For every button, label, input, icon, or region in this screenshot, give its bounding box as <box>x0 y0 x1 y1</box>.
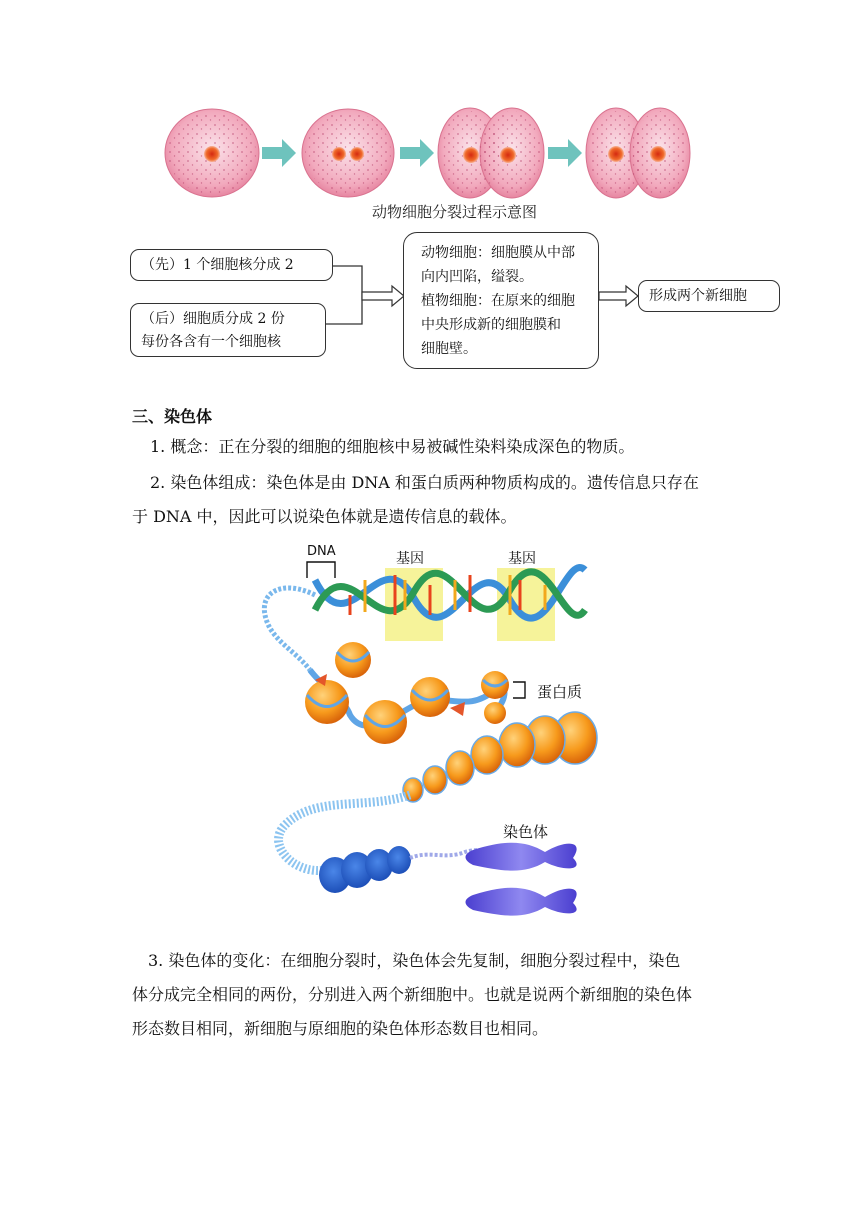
label-dna: DNA <box>307 544 336 559</box>
paragraph-composition <box>132 466 752 534</box>
cell-stage-3 <box>438 108 544 198</box>
label-protein: 蛋白质 <box>537 683 583 701</box>
arrow-icon <box>262 139 296 167</box>
section-heading: 三、染色体 <box>132 407 213 426</box>
flow-first-text: （先）1 个细胞核分成 2 <box>141 257 294 273</box>
coiled-fiber <box>279 712 597 871</box>
flow-second-line2: 每份各含有一个细胞核 <box>141 334 281 350</box>
flow-box-result <box>638 280 780 312</box>
cell-division-illustration <box>150 95 710 205</box>
arrow-icon <box>400 139 434 167</box>
chromosome-shapes <box>466 843 577 916</box>
flow-second-line1: （后）细胞质分成 2 份 <box>141 311 285 327</box>
flow-mid-line3: 植物细胞：在原来的细胞 <box>421 293 575 309</box>
cell-stage-2 <box>302 109 394 197</box>
changes-line2: 体分成完全相同的两份，分别进入两个新细胞中。也就是说两个新细胞的染色体 <box>132 985 693 1004</box>
changes-line3: 形态数目相同，新细胞与原细胞的染色体形态数目也相同。 <box>132 1019 549 1038</box>
composition-line1: 2. 染色体组成：染色体是由 DNA 和蛋白质两种物质构成的。遗传信息只存在 <box>150 473 699 492</box>
flow-mid-line2: 向内凹陷，缢裂。 <box>421 269 533 285</box>
flow-box-first <box>130 249 333 281</box>
flow-mid-line4: 中央形成新的细胞膜和 <box>421 317 561 333</box>
paragraph-concept <box>150 430 750 464</box>
paragraph-changes <box>132 944 752 1046</box>
changes-line1: 3. 染色体的变化：在细胞分裂时，染色体会先复制，细胞分裂过程中，染色 <box>148 951 681 970</box>
arrow-icon <box>548 139 582 167</box>
hollow-arrow-icon <box>362 286 404 306</box>
condensed-fiber <box>319 846 411 893</box>
composition-line2: 于 DNA 中，因此可以说染色体就是遗传信息的载体。 <box>132 507 517 526</box>
dna-chromosome-illustration <box>255 540 615 930</box>
flow-result-text: 形成两个新细胞 <box>649 288 747 304</box>
flow-box-middle <box>403 232 599 369</box>
cell-stage-1 <box>165 109 259 197</box>
label-gene-2: 基因 <box>508 551 536 567</box>
label-chromosome: 染色体 <box>503 823 549 841</box>
cell-stage-4 <box>586 108 690 198</box>
flow-box-second <box>130 303 326 357</box>
flow-mid-line1: 动物细胞：细胞膜从中部 <box>421 245 575 261</box>
label-gene-1: 基因 <box>396 551 424 567</box>
concept-text: 1. 概念：正在分裂的细胞的细胞核中易被碱性染料染成深色的物质。 <box>150 437 635 456</box>
nucleosome-beads <box>305 642 509 744</box>
hollow-arrow-icon <box>599 286 638 306</box>
flow-mid-line5: 细胞壁。 <box>421 341 477 357</box>
cell-figure-caption: 动物细胞分裂过程示意图 <box>372 203 538 221</box>
